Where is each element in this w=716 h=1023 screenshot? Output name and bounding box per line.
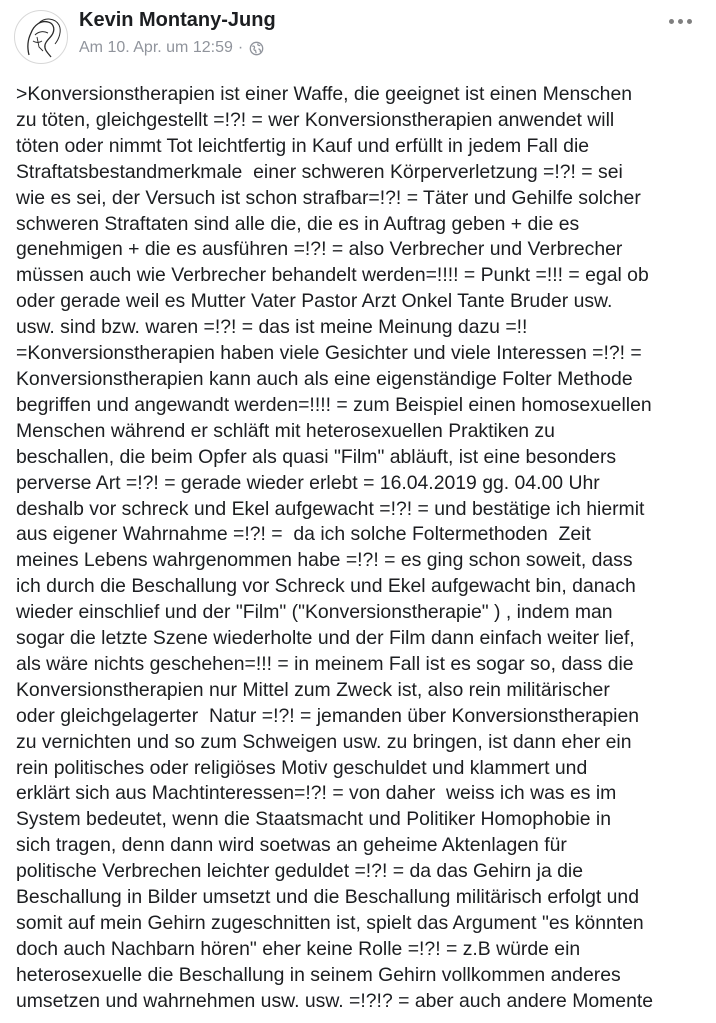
post-text-line: System bedeutet, wenn die Staatsmacht und Politiker Homophobie in bbox=[16, 808, 611, 831]
post-text-line: Beschallung in Bilder umsetzt und die Beschallung militärisch erfolgt und bbox=[16, 886, 639, 909]
globe-icon[interactable] bbox=[249, 41, 264, 56]
post-text-line: somit auf mein Gehirn zugeschnitten ist, spielt das Argument "es könnten bbox=[16, 912, 644, 934]
post-text-line: doch auch Nachbarn hören" eher keine Rolle =!?! = z.B würde ein bbox=[16, 937, 581, 960]
post-text-line: sich tragen, denn dann wird soetwas an geheime Aktenlagen für bbox=[16, 834, 567, 857]
post-text-line: perverse Art =!?! = gerade wieder erlebt = 16.04.2019 gg. 04.00 Uhr bbox=[16, 471, 600, 494]
more-options-icon[interactable] bbox=[664, 8, 696, 34]
post-text-line: zu vernichten und so zum Schweigen usw. zu bringen, ist dann eher ein bbox=[16, 730, 632, 753]
post-text-line: Konversionstherapien nur Mittel zum Zweck ist, also rein militärischer bbox=[16, 678, 610, 701]
post-text-line: Konversionstherapien kann auch als eine eigenständige Folter Methode bbox=[16, 367, 633, 390]
post-text-line: genehmigen + die es ausführen =!?! = also Verbrecher und Verbrecher bbox=[16, 238, 623, 261]
post-text-line: politische Verbrechen leichter geduldet =!?! = da das Gehirn ja die bbox=[16, 860, 584, 883]
post-text-line: rein politisches oder religiöses Motiv geschuldet und klammert und bbox=[16, 756, 588, 779]
post-meta bbox=[79, 39, 264, 57]
post-text-line: müssen auch wie Verbrecher behandelt werden=!!!! = Punkt =!!! = egal ob bbox=[16, 264, 649, 287]
post-text-line: meines Lebens wahrgenommen habe =!?! = es ging schon soweit, dass bbox=[16, 549, 633, 572]
post-text-line: oder gerade weil es Mutter Vater Pastor Arzt Onkel Tante Bruder usw. bbox=[16, 290, 613, 313]
post-text-line: =Konversionstherapien haben viele Gesichter und viele Interessen =!?! = bbox=[16, 342, 642, 365]
post-text-line: umsetzen und wahrnehmen usw. usw. =!?!? = aber auch andere Momente bbox=[16, 989, 654, 1012]
more-dot bbox=[687, 19, 692, 24]
post-text-line: oder gleichgelagerter Natur =!?! = jemanden über Konversionstherapien bbox=[16, 704, 640, 727]
more-dot bbox=[669, 19, 674, 24]
post-text-line: >Konversionstherapien ist einer Waffe, die geeignet ist einen Menschen bbox=[16, 83, 633, 105]
post-text-line: wieder einschlief und der "Film" ("Konversionstherapie" ) , indem man bbox=[16, 601, 613, 624]
post-text-line: heterosexuelle die Beschallung in seinem Gehirn vollkommen anderes bbox=[16, 963, 621, 986]
post-text-line: wie es sei, der Versuch ist schon strafbar=!?! = Täter und Gehilfe solcher bbox=[16, 186, 641, 209]
post-text-line: zu töten, gleichgestellt =!?! = wer Konversionstherapien anwendet will bbox=[16, 108, 615, 131]
post-author-name[interactable]: Kevin Montany-Jung bbox=[79, 9, 276, 31]
post-text-line: deshalb vor schreck und Ekel aufgewacht =!?! = und bestätige ich hiermit bbox=[16, 497, 645, 520]
post-text-line: usw. sind bzw. waren =!?! = das ist meine Meinung dazu =!! bbox=[16, 316, 528, 339]
post-text-line: schweren Straftaten sind alle die, die es in Auftrag geben + die es bbox=[16, 212, 580, 235]
post-text-line: begriffen und angewandt werden=!!!! = zum Beispiel einen homosexuellen bbox=[16, 393, 652, 416]
profile-sketch-icon bbox=[15, 11, 67, 63]
post-text-line: Straftatsbestandmerkmale einer schweren Körperverletzung =!?! = sei bbox=[16, 160, 623, 183]
post-text-line: beschallen, die beim Opfer als quasi "Film" abläuft, ist eine besonders bbox=[16, 445, 617, 468]
post-text-line: als wäre nichts geschehen=!!! = in meinem Fall ist es sogar so, dass die bbox=[16, 652, 634, 675]
post-timestamp[interactable]: Am 10. Apr. um 12:59 bbox=[79, 39, 233, 56]
avatar[interactable] bbox=[14, 10, 68, 64]
meta-separator: · bbox=[237, 39, 244, 56]
more-dot bbox=[678, 19, 683, 24]
post-text-line: sogar die letzte Szene wiederholte und der Film dann einfach weiter lief, bbox=[16, 627, 635, 650]
post-text-line: erklärt sich aus Machtinteressen=!?! = von daher weiss ich was es im bbox=[16, 782, 617, 805]
post-text-line: ich durch die Beschallung vor Schreck und Ekel aufgewacht bin, danach bbox=[16, 575, 636, 598]
post-text-line: töten oder nimmt Tot leichtfertig in Kauf und erfüllt in jedem Fall die bbox=[16, 134, 590, 157]
post-text-line: Menschen während er schläft mit heterosexuellen Praktiken zu bbox=[16, 419, 555, 442]
post-text-line: aus eigener Wahrnahme =!?! = da ich solche Foltermethoden Zeit bbox=[16, 523, 591, 546]
post-body-text bbox=[16, 82, 708, 1015]
